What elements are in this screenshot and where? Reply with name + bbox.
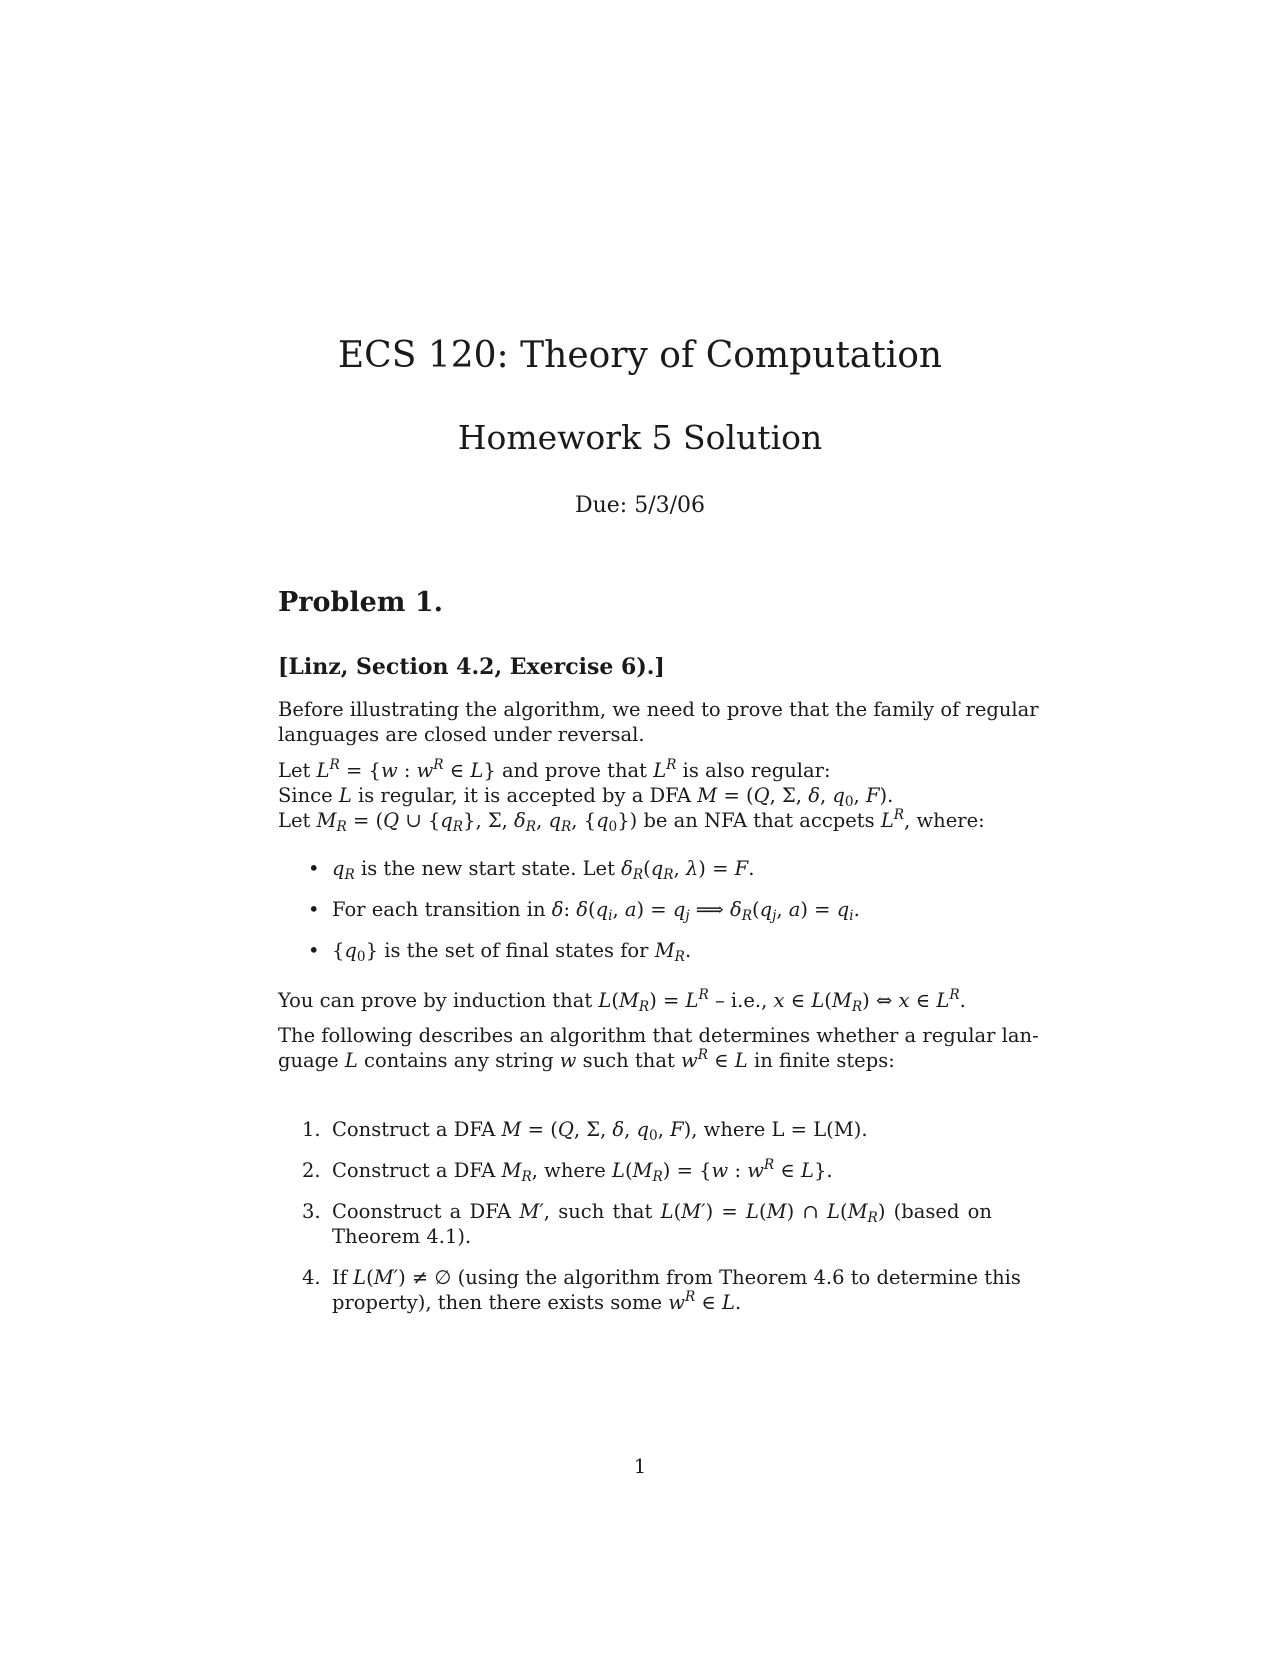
list-item: 3. Coonstruct a DFA M′, such that L(M′) = L(M) ∩ $L(M_R)$ (based on Theorem 4.1). — [302, 1200, 992, 1248]
math-nfa-def: $M_R = (Q$ ∪ $\{q_R\}$, Σ, $\delta_R$, $q_R$, $\{q_0\}$) — [316, 809, 638, 836]
proof-paragraph — [278, 756, 992, 836]
document-subtitle: Homework 5 Solution — [457, 418, 823, 457]
list-item: 1. Construct a DFA M = (Q, Σ, δ, $q_0$, F), where L = L(M). — [302, 1118, 868, 1145]
problem-source: [Linz, Section 4.2, Exercise 6).] — [278, 654, 665, 680]
list-item: • For each transition in δ: $\delta(q_i$, $a) = q_j$ ⟹ $\delta_R(q_j$, $a) = q_i$. — [308, 898, 860, 925]
list-item: • $\{q_0\}$ is the set of final states for $M_R$. — [308, 939, 692, 966]
list-item: • $q_R$ is the new start state. Let $\delta_R(q_R$, λ) = F. — [308, 857, 755, 884]
algorithm-intro: The following describes an algorithm that determines whether a regular lan- guage L contains any string w such that $w^R$ ∈ L in finite steps: — [278, 1024, 1039, 1072]
bullet-icon: • — [308, 857, 320, 880]
intro-line-1: Before illustrating the algorithm, we need to prove that the family of regular — [278, 698, 1039, 721]
proof-line-2: Since L is regular, it is accepted by a DFA M = (Q, Σ, δ, $q_0$, F). — [278, 784, 894, 811]
document-title: ECS 120: Theory of Computation — [337, 335, 943, 376]
math-dfa-def: M = (Q, Σ, δ, $q_0$, F). — [697, 784, 894, 811]
math-lr-def: $L^R = \{w$ : $w^R$ ∈ L} — [316, 756, 496, 782]
bullet-icon: • — [308, 898, 320, 921]
proof-line-1: Let $L^R = \{w$ : $w^R$ ∈ L} and prove that $L^R$ is also regular: — [278, 756, 831, 782]
due-date: Due: 5/3/06 — [574, 493, 706, 518]
induction-line: You can prove by induction that $L(M_R) = L^R - i.e$., x ∈ $L(M_R)$ ⇔ x ∈ $L^R$. — [278, 986, 966, 1016]
intro-paragraph — [278, 697, 1039, 747]
problem-heading: Problem 1. — [278, 587, 444, 618]
intro-line-2: languages are closed under reversal. — [278, 723, 645, 746]
list-item: 4. If L(M′) ≠ ∅ (using the algorithm from Theorem 4.6 to determine this property), then there exists some $w^R$ ∈ L. — [302, 1266, 1021, 1314]
bullet-icon: • — [308, 939, 320, 962]
proof-line-3: Let $M_R = (Q$ ∪ $\{q_R\}$, Σ, $\delta_R$, $q_R$, $\{q_0\}$) be an NFA that accpets $L^R$, where: — [278, 806, 985, 836]
list-item: 2. Construct a DFA $M_R$, where $L(M_R) = \{w$ : $w^R$ ∈ L}. — [302, 1156, 833, 1186]
page-number: 1 — [633, 1455, 647, 1478]
